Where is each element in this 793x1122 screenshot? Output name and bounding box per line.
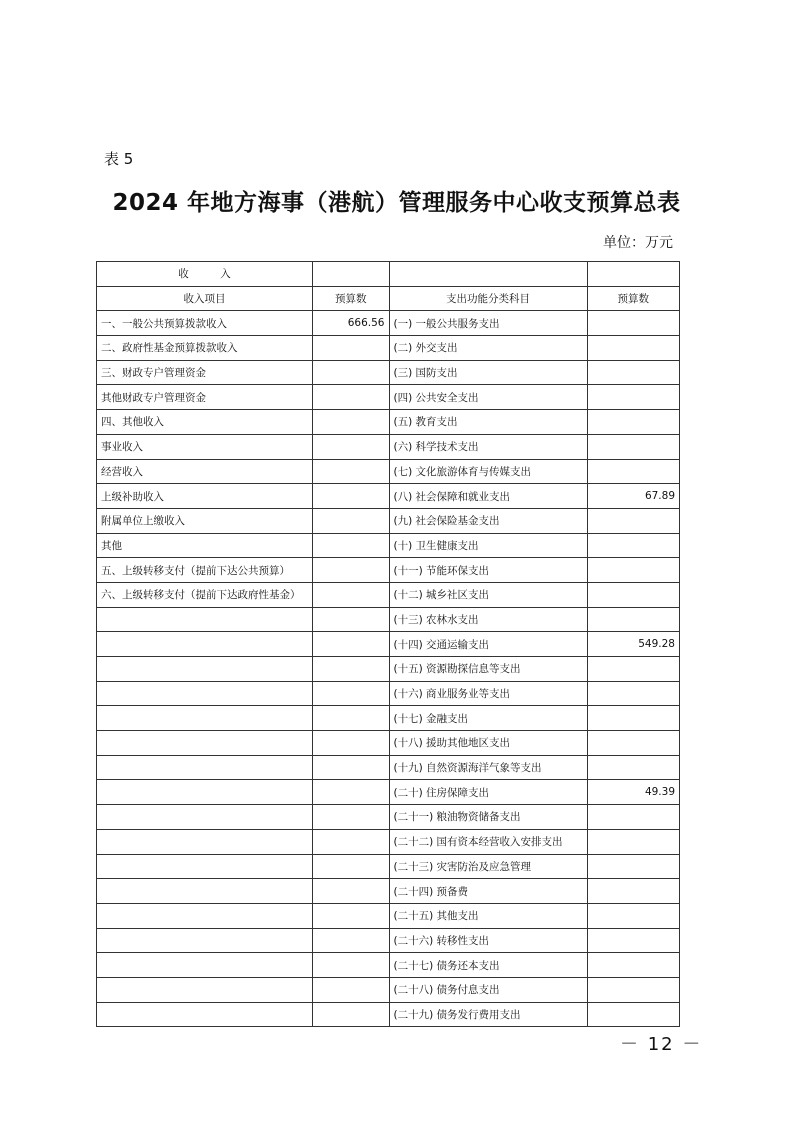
expense-amount-cell <box>587 953 679 978</box>
expense-amount-cell <box>587 681 679 706</box>
expense-item-cell: (二十六) 转移性支出 <box>389 928 587 953</box>
income-item-cell: 上级补助收入 <box>97 484 313 509</box>
table-row <box>97 484 680 509</box>
income-item-cell <box>97 953 313 978</box>
expense-amount-cell <box>587 533 679 558</box>
expense-amount-cell <box>587 385 679 410</box>
income-amount-cell <box>313 1002 389 1027</box>
expense-amount-cell <box>587 706 679 731</box>
table-row <box>97 533 680 558</box>
expense-amount-cell <box>587 311 679 336</box>
table-row <box>97 657 680 682</box>
expense-item-cell: (十七) 金融支出 <box>389 706 587 731</box>
expense-item-cell: (二) 外交支出 <box>389 336 587 361</box>
table-row <box>97 1002 680 1027</box>
expense-item-cell: (二十二) 国有资本经营收入安排支出 <box>389 829 587 854</box>
column-header-expense-item: 支出功能分类科目 <box>389 286 587 311</box>
income-item-cell: 经营收入 <box>97 459 313 484</box>
expense-item-cell: (十六) 商业服务业等支出 <box>389 681 587 706</box>
table-row <box>97 582 680 607</box>
income-item-cell <box>97 755 313 780</box>
income-amount-cell <box>313 558 389 583</box>
expense-item-cell: (四) 公共安全支出 <box>389 385 587 410</box>
income-amount-cell <box>313 657 389 682</box>
income-item-cell: 五、上级转移支付（提前下达公共预算） <box>97 558 313 583</box>
table-row <box>97 805 680 830</box>
table-row <box>97 706 680 731</box>
income-item-cell: 四、其他收入 <box>97 410 313 435</box>
income-amount-cell <box>313 731 389 756</box>
income-item-cell: 事业收入 <box>97 434 313 459</box>
income-item-cell: 六、上级转移支付（提前下达政府性基金） <box>97 582 313 607</box>
expense-item-cell: (八) 社会保障和就业支出 <box>389 484 587 509</box>
group-header-row <box>97 262 680 287</box>
income-item-cell: 其他 <box>97 533 313 558</box>
expense-item-cell: (一) 一般公共服务支出 <box>389 311 587 336</box>
income-amount-cell <box>313 508 389 533</box>
income-item-cell: 附属单位上缴收入 <box>97 508 313 533</box>
expense-amount-cell <box>587 582 679 607</box>
expense-amount-cell <box>587 558 679 583</box>
income-item-cell <box>97 780 313 805</box>
income-amount-cell <box>313 977 389 1002</box>
expense-item-cell: (二十四) 预备费 <box>389 879 587 904</box>
income-amount-cell <box>313 632 389 657</box>
table-row <box>97 508 680 533</box>
expense-item-cell: (五) 教育支出 <box>389 410 587 435</box>
income-item-cell <box>97 977 313 1002</box>
income-amount-cell: 666.56 <box>313 311 389 336</box>
expense-item-cell: (六) 科学技术支出 <box>389 434 587 459</box>
expense-amount-cell <box>587 410 679 435</box>
expense-item-cell: (九) 社会保险基金支出 <box>389 508 587 533</box>
expense-amount-cell <box>587 731 679 756</box>
expense-amount-cell <box>587 657 679 682</box>
income-item-cell: 其他财政专户管理资金 <box>97 385 313 410</box>
column-header-income-amount: 预算数 <box>313 286 389 311</box>
expense-amount-cell <box>587 854 679 879</box>
expense-item-cell: (十三) 农林水支出 <box>389 607 587 632</box>
expense-amount-cell <box>587 459 679 484</box>
income-item-cell <box>97 706 313 731</box>
income-amount-cell <box>313 928 389 953</box>
expense-item-cell: (二十) 住房保障支出 <box>389 780 587 805</box>
table-row <box>97 755 680 780</box>
group-header-blank-2 <box>389 262 587 287</box>
income-item-cell <box>97 607 313 632</box>
table-row <box>97 928 680 953</box>
expense-amount-cell <box>587 755 679 780</box>
expense-amount-cell <box>587 1002 679 1027</box>
table-row <box>97 410 680 435</box>
expense-item-cell: (二十九) 债务发行费用支出 <box>389 1002 587 1027</box>
column-header-row <box>97 286 680 311</box>
income-amount-cell <box>313 879 389 904</box>
income-amount-cell <box>313 706 389 731</box>
expense-amount-cell <box>587 607 679 632</box>
expense-amount-cell <box>587 336 679 361</box>
income-amount-cell <box>313 385 389 410</box>
income-amount-cell <box>313 681 389 706</box>
budget-table-body <box>97 262 680 1027</box>
expense-item-cell: (三) 国防支出 <box>389 360 587 385</box>
expense-amount-cell <box>587 360 679 385</box>
income-amount-cell <box>313 434 389 459</box>
expense-item-cell: (十二) 城乡社区支出 <box>389 582 587 607</box>
expense-amount-cell <box>587 829 679 854</box>
expense-item-cell: (二十八) 债务付息支出 <box>389 977 587 1002</box>
income-amount-cell <box>313 903 389 928</box>
income-item-cell: 二、政府性基金预算拨款收入 <box>97 336 313 361</box>
expense-item-cell: (十五) 资源勘探信息等支出 <box>389 657 587 682</box>
expense-amount-cell: 549.28 <box>587 632 679 657</box>
group-header-blank-3 <box>587 262 679 287</box>
income-item-cell <box>97 805 313 830</box>
page-number: － 12 － <box>620 1034 703 1055</box>
income-item-cell: 一、一般公共预算拨款收入 <box>97 311 313 336</box>
group-header-income: 收 入 <box>97 262 313 287</box>
table-row <box>97 336 680 361</box>
income-amount-cell <box>313 780 389 805</box>
expense-item-cell: (十一) 节能环保支出 <box>389 558 587 583</box>
expense-amount-cell <box>587 977 679 1002</box>
income-item-cell <box>97 681 313 706</box>
expense-amount-cell <box>587 903 679 928</box>
income-amount-cell <box>313 829 389 854</box>
income-item-cell <box>97 657 313 682</box>
column-header-expense-amount: 预算数 <box>587 286 679 311</box>
income-amount-cell <box>313 360 389 385</box>
income-item-cell <box>97 632 313 657</box>
expense-item-cell: (十八) 援助其他地区支出 <box>389 731 587 756</box>
expense-amount-cell <box>587 434 679 459</box>
table-row <box>97 434 680 459</box>
income-amount-cell <box>313 755 389 780</box>
income-item-cell <box>97 928 313 953</box>
expense-amount-cell: 49.39 <box>587 780 679 805</box>
table-row <box>97 879 680 904</box>
table-row <box>97 829 680 854</box>
table-row <box>97 780 680 805</box>
income-item-cell <box>97 854 313 879</box>
expense-item-cell: (二十五) 其他支出 <box>389 903 587 928</box>
expense-item-cell: (二十七) 债务还本支出 <box>389 953 587 978</box>
table-row <box>97 977 680 1002</box>
table-row <box>97 558 680 583</box>
income-item-cell <box>97 829 313 854</box>
income-amount-cell <box>313 582 389 607</box>
table-row <box>97 731 680 756</box>
income-amount-cell <box>313 484 389 509</box>
expense-amount-cell <box>587 508 679 533</box>
expense-item-cell: (七) 文化旅游体育与传媒支出 <box>389 459 587 484</box>
income-amount-cell <box>313 854 389 879</box>
table-label: 表 5 <box>104 150 134 168</box>
income-amount-cell <box>313 336 389 361</box>
income-amount-cell <box>313 410 389 435</box>
table-row <box>97 311 680 336</box>
expense-amount-cell <box>587 879 679 904</box>
table-row <box>97 854 680 879</box>
expense-amount-cell: 67.89 <box>587 484 679 509</box>
group-header-blank-1 <box>313 262 389 287</box>
table-row <box>97 607 680 632</box>
income-item-cell <box>97 731 313 756</box>
expense-item-cell: (二十三) 灾害防治及应急管理 <box>389 854 587 879</box>
table-row <box>97 360 680 385</box>
table-row <box>97 459 680 484</box>
income-amount-cell <box>313 533 389 558</box>
unit-label: 单位：万元 <box>603 235 673 251</box>
table-row <box>97 632 680 657</box>
expense-item-cell: (十) 卫生健康支出 <box>389 533 587 558</box>
expense-amount-cell <box>587 928 679 953</box>
table-row <box>97 385 680 410</box>
income-item-cell <box>97 1002 313 1027</box>
income-item-cell <box>97 879 313 904</box>
table-row <box>97 903 680 928</box>
table-row <box>97 681 680 706</box>
table-row <box>97 953 680 978</box>
income-amount-cell <box>313 953 389 978</box>
income-amount-cell <box>313 805 389 830</box>
expense-item-cell: (十四) 交通运输支出 <box>389 632 587 657</box>
income-amount-cell <box>313 607 389 632</box>
income-item-cell <box>97 903 313 928</box>
page-title: 2024 年地方海事（港航）管理服务中心收支预算总表 <box>112 190 681 216</box>
expense-item-cell: (十九) 自然资源海洋气象等支出 <box>389 755 587 780</box>
income-item-cell: 三、财政专户管理资金 <box>97 360 313 385</box>
column-header-income-item: 收入项目 <box>97 286 313 311</box>
expense-item-cell: (二十一) 粮油物资储备支出 <box>389 805 587 830</box>
budget-table <box>96 261 680 1027</box>
income-amount-cell <box>313 459 389 484</box>
expense-amount-cell <box>587 805 679 830</box>
